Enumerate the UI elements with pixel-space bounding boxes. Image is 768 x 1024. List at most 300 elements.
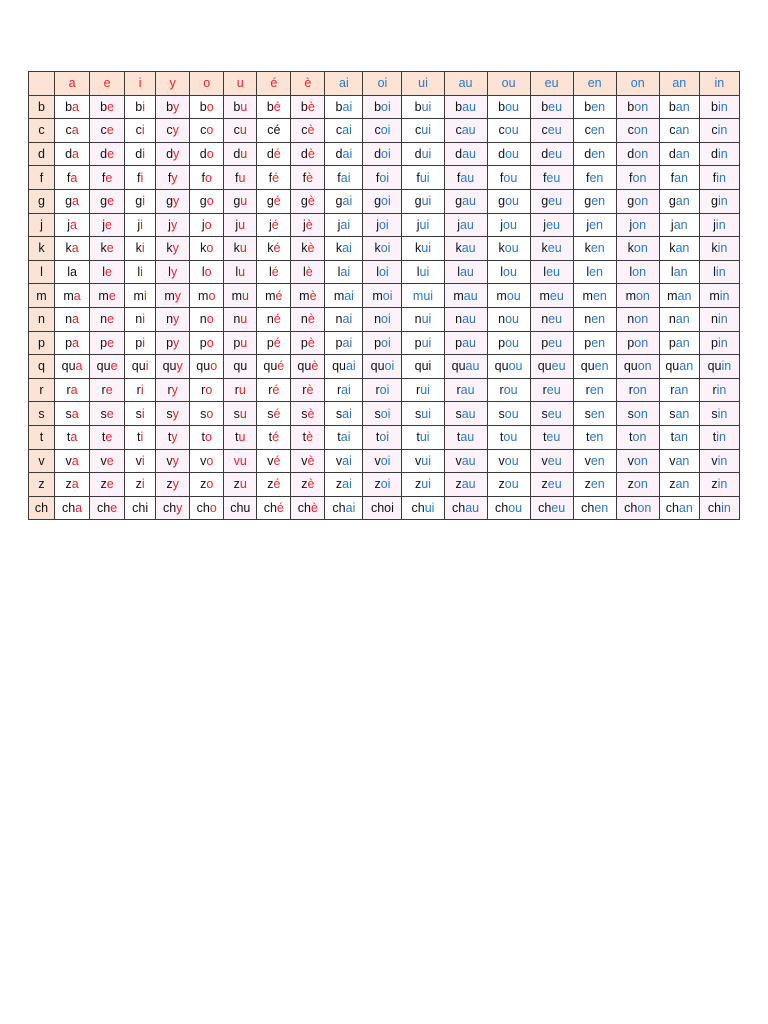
syllable-row: [29, 331, 740, 355]
vowel-part: u: [238, 383, 246, 398]
syllable-cell: [444, 189, 487, 213]
syllable-cell: [325, 237, 363, 261]
consonant-part: b: [65, 99, 73, 114]
vowel-part: a: [71, 123, 79, 138]
vowel-part: y: [173, 335, 180, 350]
consonant-part: f: [137, 170, 141, 185]
vowel-part: e: [106, 241, 114, 256]
vowel-part: au: [463, 288, 478, 303]
syllable-cell: [487, 331, 530, 355]
consonant-part: k: [415, 241, 422, 256]
syllable-cell: [291, 449, 325, 473]
consonant-part: ch: [707, 500, 722, 515]
vowel-part: a: [69, 217, 77, 232]
consonant-part: l: [302, 265, 306, 280]
consonant-part: j: [376, 217, 379, 232]
syllable-cell: [125, 237, 156, 261]
consonant-part: qu: [131, 359, 146, 374]
consonant-part: p: [668, 335, 676, 350]
syllable-cell: [291, 378, 325, 402]
vowel-part: i: [142, 194, 145, 209]
syllable-cell: [90, 402, 125, 426]
consonant-part: b: [414, 99, 422, 114]
syllable-cell: [402, 95, 444, 119]
consonant-part: p: [100, 335, 108, 350]
syllable-cell: [156, 189, 190, 213]
syllable-cell: [573, 307, 616, 331]
syllable-cell: [699, 95, 739, 119]
consonant-part: t: [629, 430, 633, 445]
syllable-cell: [325, 402, 363, 426]
vowel-header: è: [291, 72, 325, 96]
vowel-part: ou: [503, 217, 517, 232]
consonant-part: t: [712, 430, 717, 445]
vowel-part: on: [633, 406, 648, 421]
vowel-part: e: [107, 335, 115, 350]
consonant-part: k: [374, 241, 381, 256]
syllable-cell: [190, 402, 224, 426]
vowel-part: é: [271, 217, 279, 232]
consonant-part: ch: [538, 500, 552, 515]
consonant-part: c: [627, 123, 634, 138]
vowel-part: ou: [504, 453, 519, 468]
vowel-part: e: [107, 312, 115, 327]
consonant-part: s: [100, 406, 107, 421]
consonant-part: r: [201, 383, 206, 398]
vowel-part: au: [462, 312, 476, 327]
vowel-part: eu: [548, 335, 563, 350]
consonant-part: j: [67, 217, 70, 232]
vowel-part: è: [307, 335, 315, 350]
vowel-part: eu: [546, 383, 561, 398]
vowel-part: e: [107, 194, 115, 209]
vowel-part: è: [306, 383, 314, 398]
consonant-part: t: [235, 430, 239, 445]
consonant-part: f: [585, 170, 590, 185]
consonant-part: b: [199, 99, 207, 114]
syllable-cell: [530, 284, 573, 308]
consonant-part: ch: [624, 500, 638, 515]
vowel-header: i: [125, 72, 156, 96]
consonant-part: k: [627, 241, 634, 256]
consonant-part: v: [166, 453, 173, 468]
syllable-cell: [699, 142, 739, 166]
vowel-part: in: [716, 430, 726, 445]
vowel-part: e: [106, 406, 114, 421]
consonant-part: k: [166, 241, 173, 256]
vowel-part: u: [238, 265, 246, 280]
syllable-cell: [125, 307, 156, 331]
consonant-part: g: [233, 194, 241, 209]
syllable-cell: [291, 189, 325, 213]
vowel-part: an: [673, 265, 688, 280]
vowel-part: an: [675, 312, 690, 327]
syllable-cell: [55, 189, 90, 213]
consonant-part: m: [299, 288, 310, 303]
syllable-row: [29, 260, 740, 284]
syllable-cell: [402, 496, 444, 520]
syllable-cell: [659, 284, 699, 308]
consonant-part: g: [541, 194, 549, 209]
vowel-part: è: [310, 500, 318, 515]
vowel-part: è: [307, 477, 315, 492]
vowel-part: i: [140, 265, 143, 280]
syllable-cell: [90, 260, 125, 284]
vowel-part: en: [591, 99, 606, 114]
vowel-part: ou: [505, 312, 520, 327]
vowel-part: eu: [547, 477, 562, 492]
syllable-cell: [90, 473, 125, 497]
syllable-cell: [363, 119, 402, 143]
syllable-cell: [444, 142, 487, 166]
consonant-part: l: [235, 265, 239, 280]
vowel-part: in: [718, 335, 728, 350]
vowel-part: é: [272, 430, 280, 445]
consonant-part: d: [135, 147, 143, 162]
syllable-cell: [190, 142, 224, 166]
vowel-part: e: [110, 500, 118, 515]
consonant-part: v: [374, 453, 381, 468]
syllable-cell: [530, 331, 573, 355]
syllable-cell: [55, 119, 90, 143]
vowel-part: è: [307, 194, 315, 209]
consonant-part: n: [199, 312, 207, 327]
syllable-cell: [325, 284, 363, 308]
consonant-part: c: [669, 123, 676, 138]
consonant-part: t: [268, 430, 273, 445]
consonant-header: d: [29, 142, 55, 166]
syllable-row: [29, 213, 740, 237]
vowel-header: o: [190, 72, 224, 96]
syllable-cell: [291, 142, 325, 166]
syllable-cell: [90, 449, 125, 473]
syllable-cell: [224, 425, 257, 449]
vowel-part: in: [716, 170, 726, 185]
syllable-cell: [257, 237, 291, 261]
syllable-cell: [257, 166, 291, 190]
consonant-part: r: [136, 383, 141, 398]
vowel-part: o: [204, 170, 212, 185]
vowel-part: a: [71, 241, 79, 256]
vowel-part: a: [72, 99, 79, 114]
syllable-cell: [616, 119, 659, 143]
consonant-part: p: [65, 335, 73, 350]
syllable-cell: [325, 119, 363, 143]
syllable-cell: [402, 378, 444, 402]
consonant-part: p: [584, 335, 592, 350]
syllable-cell: [616, 284, 659, 308]
consonant-part: k: [301, 241, 308, 256]
syllable-cell: [444, 237, 487, 261]
vowel-part: è: [307, 453, 315, 468]
syllable-cell: [402, 307, 444, 331]
syllable-cell: [291, 402, 325, 426]
vowel-part: an: [675, 406, 690, 421]
consonant-header: f: [29, 166, 55, 190]
consonant-part: s: [301, 406, 308, 421]
syllable-cell: [55, 284, 90, 308]
syllable-text: chi: [132, 500, 149, 515]
vowel-part: au: [461, 406, 476, 421]
consonant-part: z: [166, 477, 173, 492]
consonant-header: m: [29, 284, 55, 308]
consonant-part: c: [166, 123, 173, 138]
vowel-part: a: [71, 453, 79, 468]
vowel-part: an: [674, 383, 689, 398]
consonant-part: b: [135, 99, 143, 114]
syllable-cell: [573, 142, 616, 166]
consonant-part: c: [498, 123, 505, 138]
vowel-part: en: [589, 383, 604, 398]
syllable-cell: [55, 355, 90, 379]
vowel-part: en: [591, 335, 606, 350]
syllable-cell: [616, 166, 659, 190]
consonant-part: t: [670, 430, 675, 445]
vowel-part: u: [238, 217, 246, 232]
consonant-part: c: [541, 123, 548, 138]
syllable-cell: [699, 496, 739, 520]
vowel-part: e: [105, 383, 113, 398]
syllable-cell: [224, 119, 257, 143]
syllable-cell: [530, 142, 573, 166]
vowel-part: u: [239, 123, 247, 138]
consonant-part: l: [337, 265, 341, 280]
vowel-part: ai: [340, 430, 351, 445]
vowel-part: ui: [421, 312, 432, 327]
syllable-cell: [190, 449, 224, 473]
syllable-cell: [573, 189, 616, 213]
consonant-part: qui: [414, 359, 432, 374]
consonant-part: k: [200, 241, 207, 256]
syllable-cell: [699, 166, 739, 190]
consonant-part: r: [66, 383, 71, 398]
vowel-part: au: [465, 500, 480, 515]
consonant-part: j: [302, 217, 306, 232]
vowel-part: è: [307, 312, 315, 327]
vowel-part: eu: [548, 194, 563, 209]
consonant-part: s: [233, 406, 240, 421]
syllable-cell: [257, 355, 291, 379]
vowel-part: on: [632, 217, 647, 232]
syllable-cell: [291, 473, 325, 497]
consonant-part: p: [266, 335, 274, 350]
vowel-part: oi: [380, 241, 391, 256]
syllable-cell: [659, 331, 699, 355]
consonant-part: g: [668, 194, 676, 209]
consonant-part: c: [233, 123, 240, 138]
consonant-part: j: [235, 217, 239, 232]
consonant-part: z: [541, 477, 548, 492]
vowel-part: eu: [548, 312, 563, 327]
syllable-cell: [257, 284, 291, 308]
syllable-cell: [291, 95, 325, 119]
vowel-part: ui: [421, 194, 432, 209]
vowel-part: ou: [508, 359, 523, 374]
vowel-part: au: [460, 170, 475, 185]
consonant-part: s: [335, 406, 343, 421]
consonant-part: r: [499, 383, 504, 398]
syllable-cell: [156, 402, 190, 426]
syllable-cell: [190, 166, 224, 190]
consonant-part: s: [200, 406, 207, 421]
syllable-cell: [55, 425, 90, 449]
consonant-part: z: [669, 477, 676, 492]
syllable-cell: [699, 449, 739, 473]
consonant-part: n: [233, 312, 241, 327]
consonant-part: n: [711, 312, 718, 327]
consonant-part: s: [711, 406, 718, 421]
syllable-text: vu: [233, 453, 247, 468]
vowel-part: on: [633, 241, 648, 256]
syllable-cell: [659, 166, 699, 190]
consonant-part: f: [235, 170, 239, 185]
consonant-part: d: [300, 147, 308, 162]
syllable-cell: [90, 119, 125, 143]
vowel-part: oi: [380, 406, 391, 421]
syllable-cell: [325, 166, 363, 190]
syllable-cell: [444, 260, 487, 284]
syllable-cell: [573, 237, 616, 261]
syllable-cell: [90, 237, 125, 261]
syllable-cell: [325, 95, 363, 119]
syllable-cell: [291, 119, 325, 143]
vowel-part: ai: [342, 406, 352, 421]
syllable-cell: [257, 425, 291, 449]
consonant-part: l: [543, 265, 547, 280]
syllable-cell: [487, 307, 530, 331]
consonant-part: j: [500, 217, 504, 232]
syllable-cell: [402, 284, 444, 308]
syllable-cell: [156, 449, 190, 473]
vowel-part: on: [633, 453, 648, 468]
vowel-part: ou: [504, 406, 519, 421]
vowel-part: on: [633, 477, 648, 492]
vowel-part: oi: [379, 430, 390, 445]
syllable-cell: [55, 166, 90, 190]
vowel-header: ui: [402, 72, 444, 96]
consonant-part: z: [711, 477, 718, 492]
vowel-part: i: [141, 477, 145, 492]
consonant-part: ch: [411, 500, 425, 515]
vowel-part: oi: [378, 265, 389, 280]
vowel-part: an: [678, 500, 693, 515]
vowel-part: è: [307, 406, 315, 421]
vowel-part: i: [140, 217, 143, 232]
vowel-part: i: [141, 406, 145, 421]
consonant-part: m: [709, 288, 720, 303]
syllable-cell: [444, 473, 487, 497]
vowel-part: eu: [546, 170, 561, 185]
consonant-part: g: [374, 194, 382, 209]
consonant-part: f: [456, 170, 461, 185]
vowel-part: y: [170, 217, 178, 232]
consonant-part: r: [416, 383, 421, 398]
consonant-header: g: [29, 189, 55, 213]
consonant-part: n: [65, 312, 73, 327]
vowel-part: è: [306, 430, 314, 445]
syllable-cell: [125, 496, 156, 520]
consonant-part: z: [301, 477, 308, 492]
syllable-text: la: [67, 265, 77, 280]
vowel-part: è: [309, 288, 317, 303]
vowel-part: on: [637, 359, 652, 374]
syllable-cell: [659, 213, 699, 237]
consonant-part: n: [166, 312, 174, 327]
syllable-cell: [444, 307, 487, 331]
consonant-part: t: [375, 430, 380, 445]
syllable-cell: [156, 331, 190, 355]
syllable-cell: [444, 119, 487, 143]
consonant-part: f: [268, 170, 273, 185]
vowel-part: oi: [381, 147, 391, 162]
vowel-part: ai: [342, 99, 353, 114]
vowel-part: ou: [505, 147, 520, 162]
syllable-cell: [55, 213, 90, 237]
vowel-part: en: [591, 194, 606, 209]
vowel-part: ou: [506, 288, 521, 303]
syllable-cell: [257, 378, 291, 402]
consonant-part: ch: [97, 500, 111, 515]
syllable-cell: [291, 237, 325, 261]
syllable-cell: [659, 260, 699, 284]
syllable-cell: [616, 260, 659, 284]
vowel-part: ui: [419, 265, 430, 280]
vowel-part: ai: [341, 383, 351, 398]
consonant-part: t: [337, 430, 341, 445]
vowel-part: e: [107, 147, 115, 162]
consonant-part: k: [711, 241, 718, 256]
syllable-cell: [325, 331, 363, 355]
consonant-part: j: [543, 217, 547, 232]
consonant-part: r: [712, 383, 717, 398]
syllable-cell: [363, 425, 402, 449]
consonant-part: n: [668, 312, 676, 327]
syllable-cell: [325, 307, 363, 331]
syllable-cell: [573, 284, 616, 308]
syllable-cell: [444, 378, 487, 402]
consonant-part: b: [541, 99, 549, 114]
syllable-cell: [325, 473, 363, 497]
consonant-part: c: [301, 123, 308, 138]
vowel-part: ai: [340, 265, 351, 280]
consonant-part: qu: [297, 359, 312, 374]
syllable-cell: [90, 166, 125, 190]
syllable-cell: [402, 449, 444, 473]
vowel-part: oi: [379, 383, 390, 398]
syllable-cell: [573, 213, 616, 237]
vowel-part: é: [275, 288, 283, 303]
syllable-cell: [487, 355, 530, 379]
syllable-cell: [325, 355, 363, 379]
consonant-part: qu: [580, 359, 595, 374]
consonant-part: f: [167, 170, 172, 185]
syllable-cell: [90, 284, 125, 308]
syllable-cell: [363, 449, 402, 473]
consonant-part: c: [584, 123, 591, 138]
consonant-header: j: [29, 213, 55, 237]
vowel-part: ai: [345, 500, 356, 515]
consonant-part: b: [374, 99, 382, 114]
syllable-cell: [363, 473, 402, 497]
vowel-part: en: [589, 265, 604, 280]
syllable-cell: [487, 237, 530, 261]
syllable-cell: [291, 496, 325, 520]
consonant-part: n: [100, 312, 108, 327]
consonant-part: n: [541, 312, 549, 327]
syllable-cell: [487, 402, 530, 426]
syllable-row: [29, 119, 740, 143]
syllable-cell: [573, 496, 616, 520]
